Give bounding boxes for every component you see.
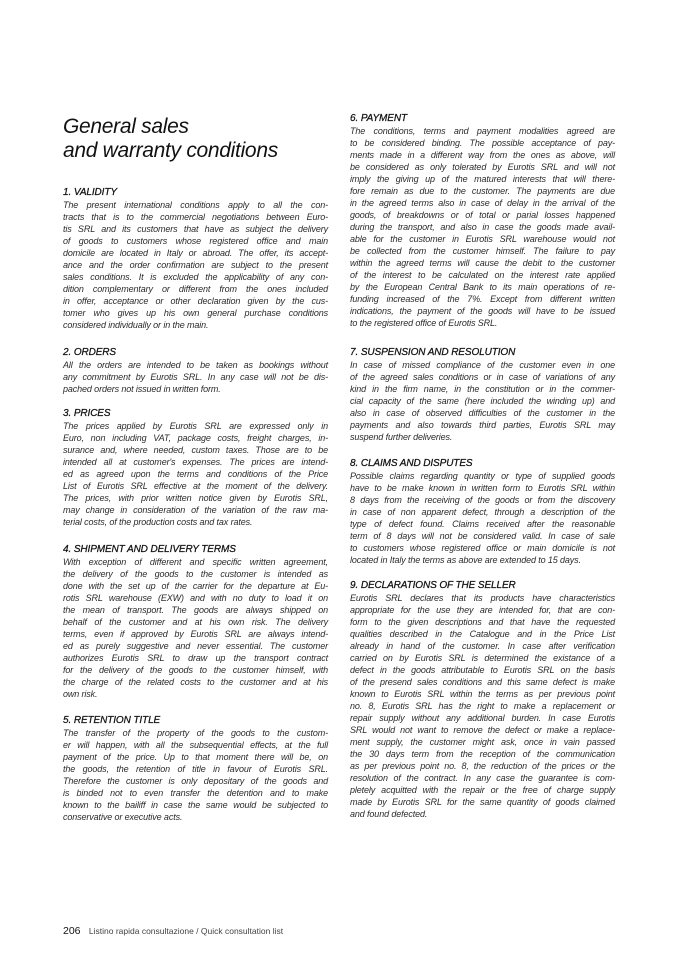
page-footer bbox=[63, 925, 283, 937]
section-heading: 9. DECLARATIONS OF THE SELLER bbox=[350, 580, 516, 591]
body-line: known to the bailiff in case the same would be subjected to bbox=[63, 800, 328, 810]
body-line: funding increased of the 7%. Except from different written bbox=[350, 294, 615, 304]
body-line: The prices, with prior written notice given by Eurotis SRL, bbox=[63, 493, 328, 503]
body-line: to customers whose registered office or main domicile is not bbox=[350, 543, 615, 553]
body-line: known to Eurotis SRL within the terms as per previous point bbox=[350, 689, 615, 699]
body-line: authorizes Eurotis SRL to draw up the transport contract bbox=[63, 653, 328, 663]
section-heading: 7. SUSPENSION AND RESOLUTION bbox=[350, 347, 516, 358]
body-line: during the transport, and also in case the goods made avail- bbox=[350, 222, 615, 232]
section-shipment bbox=[63, 544, 328, 700]
section-retention-title bbox=[63, 715, 328, 823]
body-line: pletely acquitted with the repair or the free of charge supply bbox=[350, 785, 615, 795]
body-line: form to the given descriptions and that have the requested bbox=[350, 617, 615, 627]
body-line: terms, even if approved by Eurotis SRL are always intend- bbox=[63, 629, 328, 639]
body-line: intended all at customer's expenses. The prices are intend- bbox=[63, 457, 328, 467]
body-line: in offer, acceptance or other declaration given by the cus- bbox=[63, 296, 328, 306]
body-line: sales conditions. It is excluded the applicability of any con- bbox=[63, 272, 328, 282]
body-line: carried on by Eurotis SRL is determined the existance of a bbox=[350, 653, 615, 663]
body-line: term of 8 days will not be considered valid. In case of sale bbox=[350, 531, 615, 541]
body-line: payment of the price. Up to that moment there will be, on bbox=[63, 752, 328, 762]
body-line: surance and, where needed, custom taxes. Those are to be bbox=[63, 445, 328, 455]
body-line: dition complementary or different from the ones included bbox=[63, 284, 328, 294]
body-line: tracts that is to the commercial negotiations between Euro- bbox=[63, 212, 328, 222]
body-line: of the presend sales conditions and this same defect is make bbox=[350, 677, 615, 687]
section-heading: 8. CLAIMS AND DISPUTES bbox=[350, 458, 473, 469]
section-validity bbox=[63, 187, 328, 331]
body-line: fore remain as due to the customer. The payments are due bbox=[350, 186, 615, 196]
section-orders bbox=[63, 347, 328, 395]
body-line: All the orders are intended to be taken as bookings without bbox=[63, 360, 328, 370]
body-line: be considered as only tolerated by Eurotis SRL and will not bbox=[350, 162, 615, 172]
body-line: located in Italy the terms as above are extended to 15 days. bbox=[350, 555, 581, 565]
body-line: repair supply without any additional burden. In case Eurotis bbox=[350, 713, 615, 723]
body-line: conservative or executive acts. bbox=[63, 812, 183, 822]
body-line: terial costs, of the production costs and tax rates. bbox=[63, 517, 253, 527]
body-line: defect in the goods attributable to Eurotis SRL on the basis bbox=[350, 665, 615, 675]
body-line: already in hand of the customer. In case after verification bbox=[350, 641, 615, 651]
body-line: the mean of transport. The goods are always shipped on bbox=[63, 605, 328, 615]
body-line: With exception of different and specific written agreement, bbox=[63, 557, 328, 567]
body-line: of the agreed sales conditions or in case of variations of any bbox=[350, 372, 615, 382]
body-line: to be considered binding. The possible acceptance of pay- bbox=[350, 138, 615, 148]
body-line: rotis SRL warehouse (EXW) and with no duty to load it on bbox=[63, 593, 328, 603]
body-line: to the registered office of Eurotis SRL. bbox=[350, 318, 498, 328]
body-line: also in case of observed difficulties of the customer in the bbox=[350, 408, 615, 418]
body-line: the charge of the related costs to the customer and at his bbox=[63, 677, 328, 687]
body-line: Euro, non including VAT, package costs, freight charges, in- bbox=[63, 433, 328, 443]
footer-text: Listino rapida consultazione / Quick consultation list bbox=[88, 926, 284, 936]
body-line: resolution of the contract. In any case the guarantee is com- bbox=[350, 773, 615, 783]
body-line: imply the giving up of the matured interests that will there- bbox=[350, 174, 615, 184]
body-line: kind in the firm name, in the constitution or in the commer- bbox=[350, 384, 615, 394]
body-line: The conditions, terms and payment modalities agreed are bbox=[350, 126, 615, 136]
body-line: Eurotis SRL declares that its products have characteristics bbox=[350, 593, 615, 603]
page-title bbox=[63, 115, 278, 163]
body-line: behalf of the customer and at his own risk. The delivery bbox=[63, 617, 328, 627]
body-line: own risk. bbox=[63, 689, 98, 699]
body-line: by the European Central Bank to its main operations of re- bbox=[350, 282, 615, 292]
body-line: Possible claims regarding quantity or type of supplied goods bbox=[350, 471, 615, 481]
body-line: is binded not to even transfer the detention and to make bbox=[63, 788, 328, 798]
body-line: of goods to customers whose registered office and main bbox=[63, 236, 328, 246]
body-line: suspend further deliveries. bbox=[350, 432, 453, 442]
page-number: 206 bbox=[63, 925, 81, 937]
section-payment bbox=[350, 113, 615, 329]
body-line: The transfer of the property of the goods to the custom- bbox=[63, 728, 328, 738]
body-line: any commitment by Eurotis SRL. In any case will not be dis- bbox=[63, 372, 328, 382]
body-line: payments and also towards third parties, Eurotis SRL may bbox=[350, 420, 615, 430]
body-line: The present international conditions apply to all the con- bbox=[63, 200, 328, 210]
body-line: ments made in a different way from the ones as above, will bbox=[350, 150, 615, 160]
body-line: appropriate for the use they are intended for, that are con- bbox=[350, 605, 615, 615]
body-line: have to be make known in written form to Eurotis SRL within bbox=[350, 483, 615, 493]
body-line: ment supply, the customer might ask, once in vain passed bbox=[350, 737, 615, 747]
body-line: qualities described in the Catalogue and in the Price List bbox=[350, 629, 615, 639]
body-line: in case of non apparent defect, through a description of the bbox=[350, 507, 615, 517]
body-line: as per previous point no. 8, the reduction of the prices or the bbox=[350, 761, 615, 771]
body-line: the delivery of the goods to the customer is intended as bbox=[63, 569, 328, 579]
body-line: type of defect found. Claims received after the reasonable bbox=[350, 519, 615, 529]
body-line: tomer who gives up his own general purchase conditions bbox=[63, 308, 328, 318]
section-heading: 1. VALIDITY bbox=[63, 187, 117, 198]
section-prices bbox=[63, 408, 328, 528]
body-line: able for the customer in Eurotis SRL warehouse would not bbox=[350, 234, 615, 244]
body-line: Therefore the customer is only depositary of the goods and bbox=[63, 776, 328, 786]
section-heading: 2. ORDERS bbox=[63, 347, 117, 358]
body-line: and found defected. bbox=[350, 809, 428, 819]
body-line: ed as purely suggestive and never essential. The customer bbox=[63, 641, 328, 651]
body-line: In case of missed compliance of the customer even in one bbox=[350, 360, 615, 370]
body-line: the goods, the retention of title in favour of Eurotis SRL. bbox=[63, 764, 328, 774]
body-line: tis SRL and its customers that have as subject the delivery bbox=[63, 224, 328, 234]
body-line: The prices applied by Eurotis SRL are expressed only in bbox=[63, 421, 328, 431]
section-declarations bbox=[350, 580, 615, 820]
body-line: er will happen, with all the subsequential effects, at the full bbox=[63, 740, 328, 750]
body-line: domicile are located in Italy or abroad. The offer, its accept- bbox=[63, 248, 328, 258]
body-line: considered individually or in the main. bbox=[63, 320, 209, 330]
title-line: and warranty conditions bbox=[63, 139, 278, 162]
body-line: done with the set up of the carrier for the departure at Eu- bbox=[63, 581, 328, 591]
body-line: pached orders not issued in written form. bbox=[63, 384, 221, 394]
section-heading: 6. PAYMENT bbox=[350, 113, 407, 124]
section-heading: 4. SHIPMENT AND DELIVERY TERMS bbox=[63, 544, 236, 555]
body-line: the 30 days term from the reception of the communication bbox=[350, 749, 615, 759]
body-line: 8 days from the receiving of the goods or from the discovery bbox=[350, 495, 615, 505]
body-line: within the agreed terms will cause the debit to the customer bbox=[350, 258, 615, 268]
section-claims bbox=[350, 458, 615, 566]
body-line: SRL would not want to remove the defect or make a replace- bbox=[350, 725, 615, 735]
section-heading: 3. PRICES bbox=[63, 408, 111, 419]
title-line: General sales bbox=[63, 115, 189, 138]
body-line: for the delivery of the goods to the customer himself, with bbox=[63, 665, 328, 675]
body-line: List of Eurotis SRL effective at the moment of the delivery. bbox=[63, 481, 328, 491]
body-line: ance and the order confirmation are subject to the present bbox=[63, 260, 328, 270]
body-line: cial capacity of the same (here included the winding up) and bbox=[350, 396, 615, 406]
body-line: may change in consideration of the variation of the raw ma- bbox=[63, 505, 328, 515]
body-line: be collected from the customer himself. The failure to pay bbox=[350, 246, 615, 256]
section-heading: 5. RETENTION TITLE bbox=[63, 715, 161, 726]
body-line: indications, the payment of the goods will have to be issued bbox=[350, 306, 615, 316]
section-suspension bbox=[350, 347, 615, 443]
body-line: in the agreed terms also in case of delay in the arrival of the bbox=[350, 198, 615, 208]
body-line: ed as agreed upon the terms and conditions of the Price bbox=[63, 469, 328, 479]
body-line: no. 8, Eurotis SRL has the right to make a replacement or bbox=[350, 701, 615, 711]
body-line: of the interest to be calculated on the interest rate applied bbox=[350, 270, 615, 280]
body-line: goods, of breakdowns or of total or parial losses happened bbox=[350, 210, 615, 220]
body-line: made by Eurotis SRL for the same quantity of goods claimed bbox=[350, 797, 615, 807]
